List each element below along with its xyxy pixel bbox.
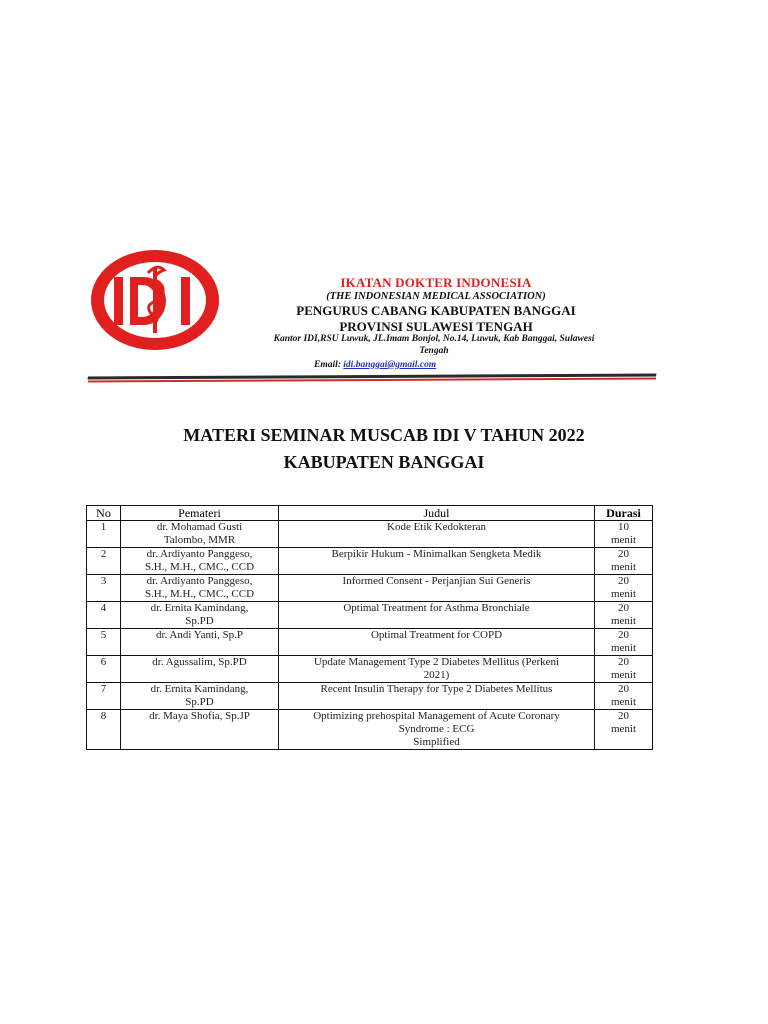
table-body bbox=[87, 521, 653, 750]
cell-pemateri bbox=[121, 575, 279, 602]
cell-pemateri-line: dr. Ardiyanto Panggeso, bbox=[146, 575, 253, 587]
header-pemateri: Pemateri bbox=[121, 506, 279, 521]
org-branch: PENGURUS CABANG KABUPATEN BANGGAI bbox=[296, 303, 576, 318]
cell-durasi-line: menit bbox=[610, 642, 637, 654]
table-row bbox=[87, 656, 653, 683]
cell-judul bbox=[279, 548, 595, 575]
document-subtitle: KABUPATEN BANGGAI bbox=[283, 452, 485, 472]
cell-pemateri bbox=[121, 683, 279, 710]
address-line: Tengah bbox=[419, 346, 449, 356]
cell-durasi-line: 20 bbox=[618, 629, 629, 641]
cell-pemateri-line: dr. Ernita Kamindang, bbox=[150, 683, 249, 695]
cell-durasi bbox=[595, 602, 653, 629]
cell-pemateri-line: dr. Agussalim, Sp.PD bbox=[152, 656, 247, 668]
materi-table bbox=[86, 505, 653, 750]
cell-pemateri-line: Sp.PD bbox=[185, 696, 214, 708]
table-row bbox=[87, 521, 653, 548]
cell-judul-line: Update Management Type 2 Diabetes Mellitus (Perkeni bbox=[313, 656, 560, 668]
cell-durasi bbox=[595, 710, 653, 750]
cell-judul-line: Optimal Treatment for Asthma Bronchiale bbox=[343, 602, 530, 614]
cell-no: 5 bbox=[87, 629, 121, 656]
cell-pemateri-line: Talombo, MMR bbox=[163, 534, 236, 546]
header-durasi: Durasi bbox=[595, 506, 653, 521]
table-row bbox=[87, 629, 653, 656]
header-no: No bbox=[87, 506, 121, 521]
header-judul: Judul bbox=[279, 506, 595, 521]
cell-pemateri-line: dr. Andi Yanti, Sp.P bbox=[155, 629, 244, 641]
cell-durasi bbox=[595, 548, 653, 575]
cell-pemateri bbox=[121, 521, 279, 548]
cell-judul bbox=[279, 521, 595, 548]
cell-pemateri-line: S.H., M.H., CMC., CCD bbox=[144, 588, 255, 600]
letterhead bbox=[86, 247, 666, 387]
email-label: Email: bbox=[314, 360, 341, 370]
cell-judul-line: Recent Insulin Therapy for Type 2 Diabetes Mellitus bbox=[320, 683, 553, 695]
cell-durasi bbox=[595, 629, 653, 656]
cell-judul-line: Optimizing prehospital Management of Acute Coronary bbox=[313, 710, 560, 722]
cell-judul-line: Syndrome : ECG bbox=[398, 723, 475, 735]
cell-pemateri-line: S.H., M.H., CMC., CCD bbox=[144, 561, 255, 573]
cell-durasi bbox=[595, 575, 653, 602]
cell-judul-line: Simplified bbox=[413, 736, 460, 748]
table-row bbox=[87, 710, 653, 750]
cell-no: 3 bbox=[87, 575, 121, 602]
cell-durasi-line: 20 bbox=[618, 548, 629, 560]
cell-pemateri-line: dr. Maya Shofia, Sp.JP bbox=[149, 710, 250, 722]
cell-durasi-line: 20 bbox=[618, 710, 629, 722]
email-link[interactable]: idi.banggai@gmail.com bbox=[343, 360, 437, 370]
cell-durasi-line: 20 bbox=[618, 656, 629, 668]
table-row bbox=[87, 602, 653, 629]
cell-durasi-line: 20 bbox=[618, 575, 629, 587]
cell-judul-line: 2021) bbox=[423, 669, 450, 681]
org-address bbox=[234, 333, 634, 357]
cell-durasi-line: menit bbox=[610, 669, 637, 681]
cell-pemateri-line: dr. Ardiyanto Panggeso, bbox=[146, 548, 253, 560]
cell-judul bbox=[279, 656, 595, 683]
cell-durasi-line: 10 bbox=[618, 521, 629, 533]
cell-durasi-line: 20 bbox=[618, 683, 629, 695]
cell-judul bbox=[279, 710, 595, 750]
table-header-row bbox=[87, 506, 653, 521]
cell-durasi bbox=[595, 683, 653, 710]
org-name: IKATAN DOKTER INDONESIA bbox=[340, 275, 532, 290]
cell-durasi bbox=[595, 521, 653, 548]
cell-no: 6 bbox=[87, 656, 121, 683]
table-row bbox=[87, 683, 653, 710]
cell-durasi-line: menit bbox=[610, 588, 637, 600]
cell-pemateri-line: dr. Mohamad Gusti bbox=[156, 521, 243, 533]
cell-judul bbox=[279, 575, 595, 602]
cell-pemateri-line: dr. Ernita Kamindang, bbox=[150, 602, 249, 614]
cell-no: 1 bbox=[87, 521, 121, 548]
cell-durasi-line: 20 bbox=[618, 602, 629, 614]
cell-no: 7 bbox=[87, 683, 121, 710]
cell-pemateri bbox=[121, 710, 279, 750]
cell-pemateri bbox=[121, 548, 279, 575]
cell-judul-line: Berpikir Hukum - Minimalkan Sengketa Medik bbox=[331, 548, 542, 560]
address-line: Kantor IDI,RSU Luwuk, JL.Imam Bonjol, No.14, Luwuk, Kab Banggai, Sulawesi bbox=[273, 334, 595, 344]
cell-judul-line: Optimal Treatment for COPD bbox=[370, 629, 503, 641]
cell-pemateri-line: Sp.PD bbox=[185, 615, 214, 627]
cell-durasi-line: menit bbox=[610, 534, 637, 546]
org-email bbox=[314, 360, 436, 370]
cell-judul bbox=[279, 602, 595, 629]
cell-judul-line: Informed Consent - Perjanjian Sui Generis bbox=[342, 575, 531, 587]
document-title: MATERI SEMINAR MUSCAB IDI V TAHUN 2022 bbox=[183, 425, 585, 445]
cell-durasi bbox=[595, 656, 653, 683]
cell-judul bbox=[279, 629, 595, 656]
cell-durasi-line: menit bbox=[610, 723, 637, 735]
idi-logo bbox=[86, 247, 224, 353]
cell-no: 8 bbox=[87, 710, 121, 750]
cell-no: 2 bbox=[87, 548, 121, 575]
cell-durasi-line: menit bbox=[610, 615, 637, 627]
cell-judul-line: Kode Etik Kedokteran bbox=[387, 521, 486, 533]
cell-no: 4 bbox=[87, 602, 121, 629]
organization-header bbox=[236, 275, 636, 335]
cell-pemateri bbox=[121, 629, 279, 656]
table-row bbox=[87, 575, 653, 602]
org-name-english: (THE INDONESIAN MEDICAL ASSOCIATION) bbox=[326, 291, 546, 302]
cell-durasi-line: menit bbox=[610, 696, 637, 708]
cell-pemateri bbox=[121, 602, 279, 629]
cell-judul bbox=[279, 683, 595, 710]
org-province: PROVINSI SULAWESI TENGAH bbox=[339, 319, 533, 334]
cell-pemateri bbox=[121, 656, 279, 683]
cell-durasi-line: menit bbox=[610, 561, 637, 573]
table-row bbox=[87, 548, 653, 575]
